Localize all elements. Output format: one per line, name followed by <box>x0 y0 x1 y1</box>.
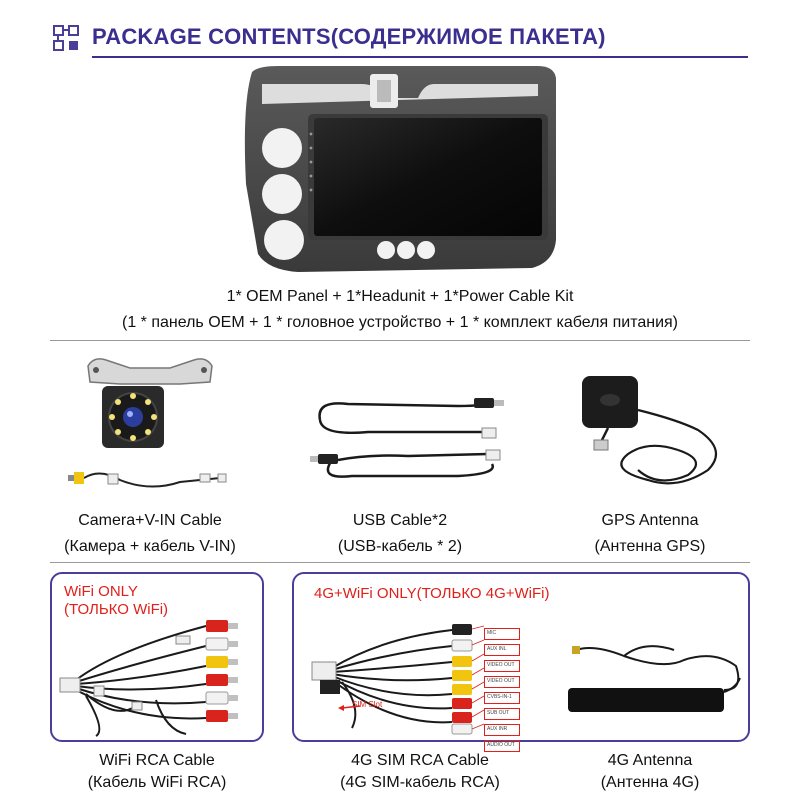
oem-kit-caption-en: 1* OEM Panel + 1*Headunit + 1*Power Cable Kit <box>226 288 574 305</box>
sim-slot-label: SIM Slot <box>352 700 383 709</box>
lte-cable-caption-en: 4G SIM RCA Cable <box>351 752 489 769</box>
cable-tag: AUDIO OUT <box>484 740 520 752</box>
wifi-cable-caption-ru: (Кабель WiFi RCA) <box>87 774 227 791</box>
gps-caption-ru: (Антенна GPS) <box>594 538 706 555</box>
gps-antenna-image <box>568 370 738 500</box>
lte-cable-caption-ru: (4G SIM-кабель RCA) <box>340 774 500 791</box>
lte-antenna-caption-ru: (Антенна 4G) <box>600 774 700 791</box>
gps-caption-en: GPS Antenna <box>601 512 699 529</box>
cable-tag-list <box>484 628 520 752</box>
wifi-only-box <box>50 572 264 742</box>
lte-antenna-caption-en: 4G Antenna <box>607 752 693 769</box>
camera-vin-image <box>60 350 240 500</box>
wifi-box-title-line2: (ТОЛЬКО WiFi) <box>64 601 169 618</box>
cable-tag: VIDEO OUT <box>484 676 520 688</box>
lte-wifi-box <box>292 572 750 748</box>
wifi-box-title-line1: WiFi ONLY <box>64 583 138 600</box>
header-underline <box>92 56 748 58</box>
oem-panel-headunit-image <box>238 64 564 284</box>
lte-antenna-image <box>564 630 744 730</box>
usb-caption-ru: (USB-кабель * 2) <box>337 538 463 555</box>
cable-tag: VIDEO OUT <box>484 660 520 672</box>
cable-tag: AUX INR <box>484 724 520 736</box>
section-divider <box>50 340 750 341</box>
cable-tag: SUB OUT <box>484 708 520 720</box>
cable-tag: MIC <box>484 628 520 640</box>
camera-caption-en: Camera+V-IN Cable <box>78 512 222 529</box>
camera-caption-ru: (Камера + кабель V-IN) <box>64 538 236 555</box>
wifi-cable-caption-en: WiFi RCA Cable <box>99 752 215 769</box>
page-title: PACKAGE CONTENTS(СОДЕРЖИМОЕ ПАКЕТА) <box>92 24 606 49</box>
oem-kit-caption-ru: (1 * панель OEM + 1 * головное устройство + 1 * комплект кабеля питания) <box>121 314 678 331</box>
cable-tag: AUX INL <box>484 644 520 656</box>
wifi-rca-cable-image <box>56 610 260 738</box>
usb-caption-en: USB Cable*2 <box>352 512 448 529</box>
section-divider <box>50 562 750 563</box>
usb-cable-image <box>308 380 508 500</box>
package-grid-icon <box>52 24 82 54</box>
cable-tag: CVBS-IN-1 <box>484 692 520 704</box>
lte-box-title: 4G+WiFi ONLY(ТОЛЬКО 4G+WiFi) <box>314 585 550 602</box>
